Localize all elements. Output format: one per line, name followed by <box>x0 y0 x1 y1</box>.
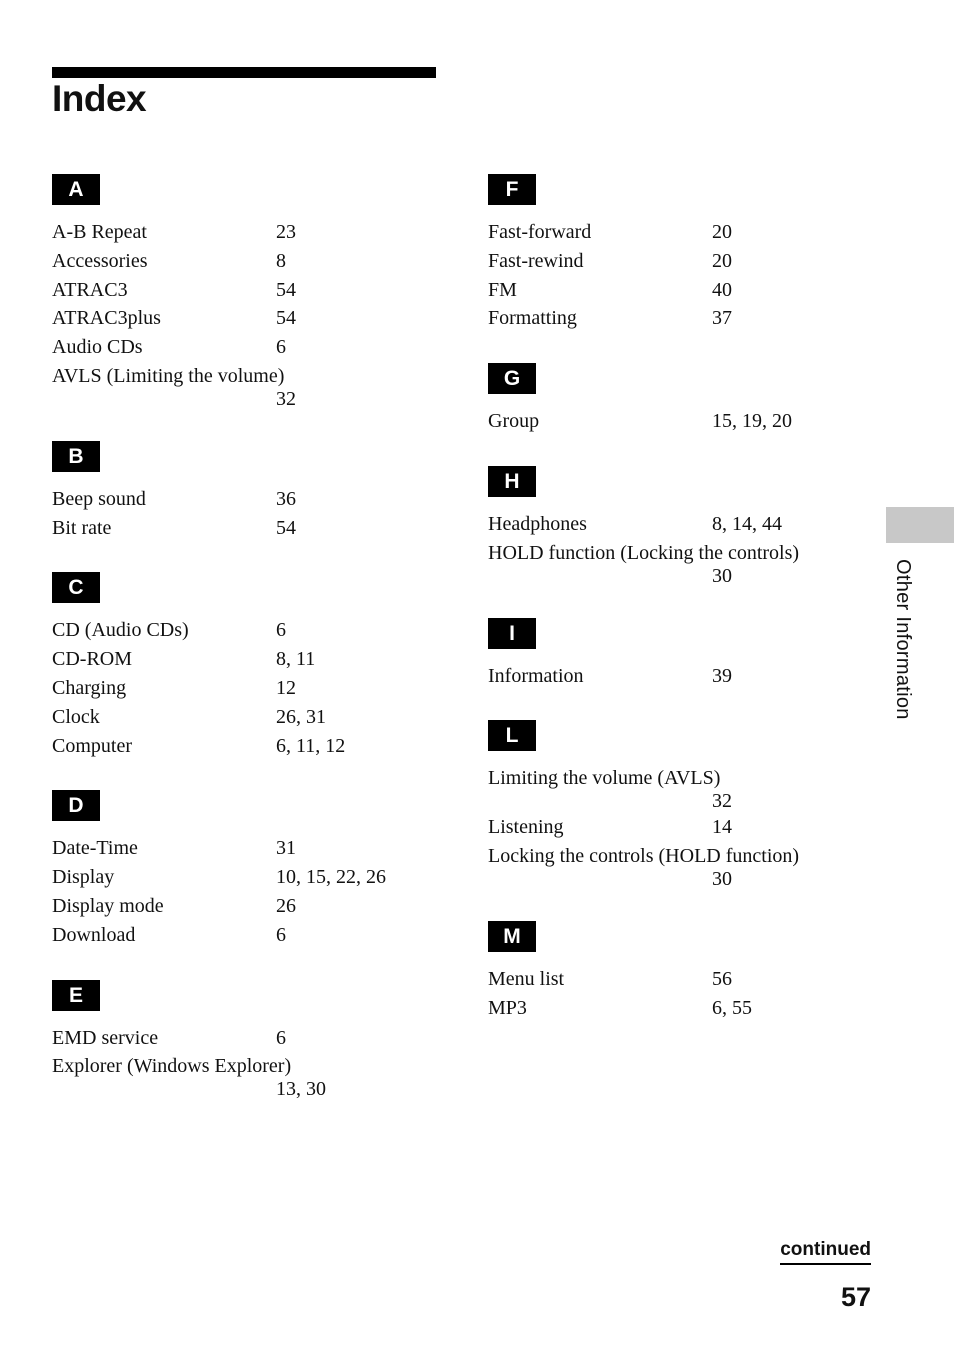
index-entry <box>488 662 868 691</box>
index-term: Audio CDs <box>52 336 143 359</box>
index-term: Headphones <box>488 512 587 535</box>
section-letter: B <box>52 441 100 472</box>
index-pages: 32 <box>712 790 732 813</box>
index-pages: 6 <box>276 336 286 359</box>
index-pages: 6, 11, 12 <box>276 734 346 757</box>
index-term: Fast-rewind <box>488 249 584 272</box>
index-entry <box>52 863 442 892</box>
section-letter: L <box>488 720 536 751</box>
section-letter: M <box>488 921 536 952</box>
section-letter: C <box>52 572 100 603</box>
index-section-d <box>52 790 442 949</box>
section-letter: E <box>52 980 100 1011</box>
index-term: Charging <box>52 676 127 699</box>
index-entry <box>52 645 442 674</box>
index-term: CD (Audio CDs) <box>52 619 189 642</box>
page-title: Index <box>52 78 147 119</box>
index-term: Menu list <box>488 967 565 990</box>
index-section-a <box>52 174 442 411</box>
index-entry <box>52 674 442 703</box>
index-column-right <box>488 174 868 1052</box>
section-tab <box>886 507 954 543</box>
index-pages: 54 <box>276 516 296 539</box>
index-term: Listening <box>488 816 564 839</box>
index-entry <box>52 362 442 411</box>
index-entry <box>52 892 442 921</box>
index-term: EMD service <box>52 1026 159 1049</box>
index-entry <box>488 813 868 842</box>
index-pages: 20 <box>712 221 732 243</box>
index-term: Display <box>52 866 115 889</box>
index-pages: 30 <box>712 564 732 587</box>
index-term: Beep sound <box>52 487 146 510</box>
index-entry <box>52 616 442 645</box>
index-term: HOLD function (Locking the controls) <box>488 541 800 564</box>
index-pages: 12 <box>276 676 296 699</box>
index-pages: 40 <box>712 278 732 301</box>
index-pages: 6 <box>276 619 286 642</box>
index-pages: 31 <box>276 837 296 860</box>
section-letter: A <box>52 174 100 205</box>
index-term: Download <box>52 923 136 946</box>
index-pages: 6 <box>276 923 286 946</box>
index-section-l <box>488 720 868 890</box>
index-entry <box>52 333 442 362</box>
index-section-i <box>488 618 868 691</box>
index-pages: 39 <box>712 664 732 687</box>
index-term: Clock <box>52 705 100 728</box>
index-term: Formatting <box>488 307 577 330</box>
index-pages: 15, 19, 20 <box>712 410 792 433</box>
index-section-h <box>488 466 868 588</box>
index-term: Display mode <box>52 894 164 917</box>
index-entry <box>52 247 442 276</box>
index-entry <box>488 764 868 813</box>
index-entry <box>488 407 868 436</box>
index-entry <box>488 965 868 994</box>
index-pages: 8, 14, 44 <box>712 512 782 535</box>
index-entry <box>488 539 868 588</box>
index-term: Limiting the volume (AVLS) <box>488 767 721 790</box>
index-term: Computer <box>52 734 132 757</box>
index-term: ATRAC3plus <box>52 307 161 330</box>
index-pages: 36 <box>276 487 296 510</box>
section-letter: G <box>488 363 536 394</box>
index-term: A-B Repeat <box>52 221 147 243</box>
index-entry <box>488 842 868 891</box>
index-pages: 37 <box>712 307 732 330</box>
index-entry <box>52 304 442 333</box>
index-section-e <box>52 980 442 1102</box>
index-term: Fast-forward <box>488 221 592 243</box>
index-entry <box>52 703 442 732</box>
index-pages: 30 <box>712 867 732 890</box>
index-entry <box>52 276 442 305</box>
index-section-b <box>52 441 442 543</box>
index-pages: 6, 55 <box>712 996 752 1019</box>
index-pages: 10, 15, 22, 26 <box>276 866 386 889</box>
index-section-c <box>52 572 442 760</box>
index-pages: 54 <box>276 278 296 301</box>
index-entry <box>488 276 868 305</box>
index-term: Group <box>488 410 540 433</box>
continued-label: continued <box>780 1239 871 1265</box>
index-pages: 23 <box>276 221 296 243</box>
index-pages: 14 <box>712 816 732 839</box>
index-entry <box>52 218 442 247</box>
index-term: Explorer (Windows Explorer) <box>52 1055 292 1078</box>
index-pages: 26 <box>276 894 296 917</box>
index-pages: 26, 31 <box>276 705 326 728</box>
section-tab-label: Other Information <box>892 559 914 720</box>
index-section-m <box>488 921 868 1023</box>
index-pages: 8, 11 <box>276 648 316 671</box>
index-entry <box>52 1024 442 1053</box>
index-term: CD-ROM <box>52 648 133 671</box>
index-entry <box>52 834 442 863</box>
index-term: Date-Time <box>52 837 138 860</box>
index-pages: 20 <box>712 249 732 272</box>
index-term: AVLS (Limiting the volume) <box>52 364 285 387</box>
index-term: Information <box>488 664 584 687</box>
index-entry <box>488 218 868 247</box>
index-entry <box>488 304 868 333</box>
index-term: MP3 <box>488 996 527 1019</box>
section-letter: F <box>488 174 536 205</box>
index-entry <box>488 510 868 539</box>
index-term: Locking the controls (HOLD function) <box>488 844 800 867</box>
index-term: Accessories <box>52 249 148 272</box>
index-pages: 13, 30 <box>276 1078 326 1101</box>
index-entry <box>52 921 442 950</box>
index-term: FM <box>488 278 517 301</box>
index-entry <box>52 514 442 543</box>
index-entry <box>52 485 442 514</box>
page-number: 57 <box>840 1282 871 1312</box>
index-pages: 8 <box>276 249 286 272</box>
index-term: ATRAC3 <box>52 278 128 301</box>
index-pages: 54 <box>276 307 296 330</box>
index-entry <box>488 247 868 276</box>
section-letter: H <box>488 466 536 497</box>
index-column-left <box>52 174 442 1131</box>
index-entry <box>52 732 442 761</box>
section-letter: I <box>488 618 536 649</box>
index-entry <box>52 1052 442 1101</box>
section-letter: D <box>52 790 100 821</box>
title-rule <box>52 67 436 78</box>
index-pages: 32 <box>276 387 296 410</box>
index-section-g <box>488 363 868 436</box>
index-pages: 6 <box>276 1026 286 1049</box>
index-term: Bit rate <box>52 516 112 539</box>
index-pages: 56 <box>712 967 732 990</box>
index-section-f <box>488 174 868 333</box>
index-entry <box>488 994 868 1023</box>
